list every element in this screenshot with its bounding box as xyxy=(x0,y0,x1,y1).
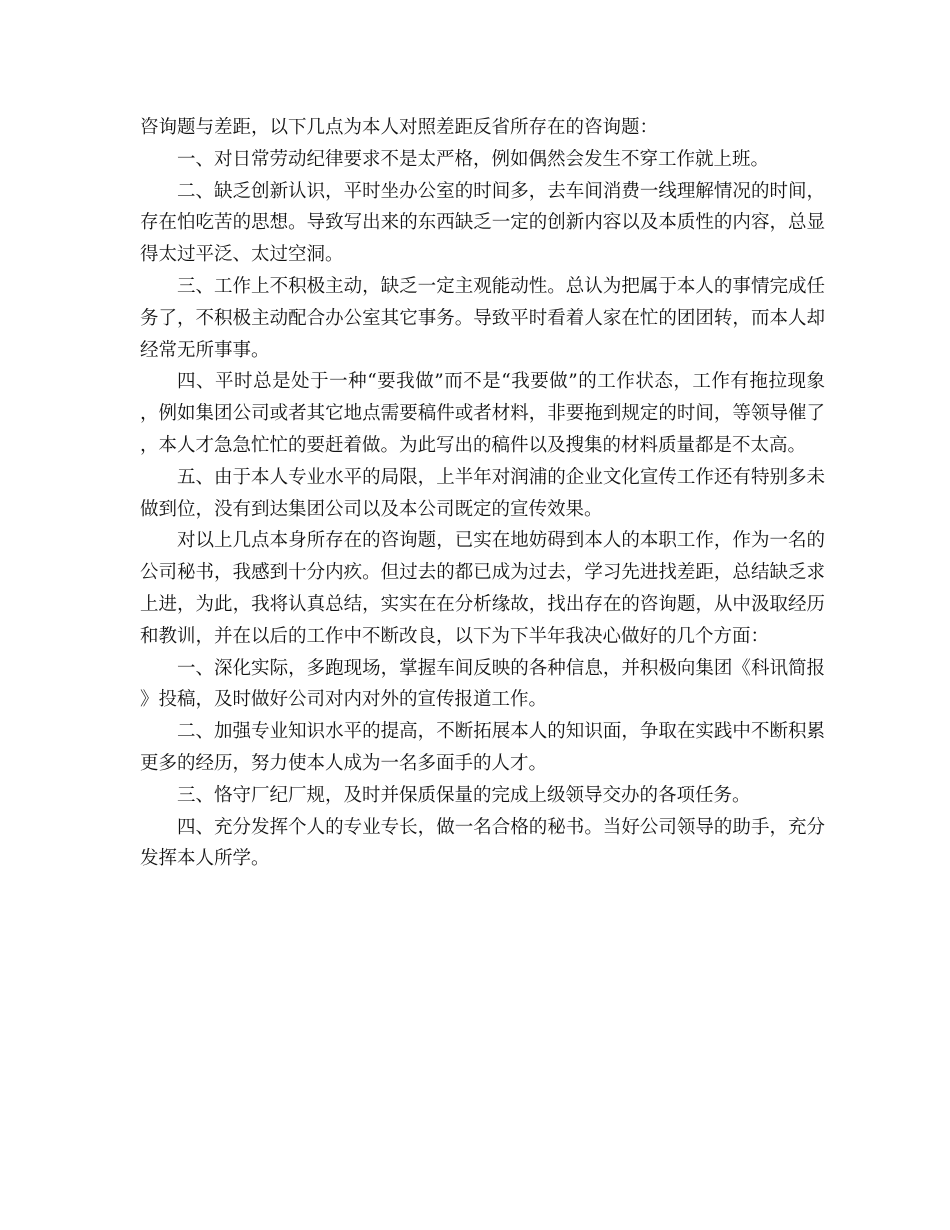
paragraph-plan-3: 三、恪守厂纪厂规，及时并保质保量的完成上级领导交办的各项任务。 xyxy=(177,784,751,806)
paragraph-problem-4: 四、平时总是处于一种“要我做”而不是“我要做”的工作状态，工作有拖拉现象，例如集团公司或者其它地点需要稿件或者材料，非要拖到规定的时间，等领导催了，本人才急急忙忙的要赶着做。为此写出的稿件以及搜集的材料质量都是不太高。 xyxy=(140,371,825,456)
paragraph-plan-4: 四、充分发挥个人的专业专长，做一名合格的秘书。当好公司领导的助手，充分发挥本人所学。 xyxy=(140,816,825,870)
paragraph-problem-3: 三、工作上不积极主动，缺乏一定主观能动性。总认为把属于本人的事情完成任务了，不积极主动配合办公室其它事务。导致平时看着人家在忙的团团转，而本人却经常无所事事。 xyxy=(140,275,825,361)
paragraph-problem-1: 一、对日常劳动纪律要求不是太严格，例如偶然会发生不穿工作就上班。 xyxy=(177,148,770,170)
document-body xyxy=(140,112,825,875)
paragraph-plan-2: 二、加强专业知识水平的提高，不断拓展本人的知识面，争取在实践中不断积累更多的经历，努力使本人成为一名多面手的人才。 xyxy=(140,721,825,774)
paragraph-problem-5: 五、由于本人专业水平的局限，上半年对润浦的企业文化宣传工作还有特别多未做到位，没有到达集团公司以及本公司既定的宣传效果。 xyxy=(140,466,825,520)
paragraph-plan-1: 一、深化实际，多跑现场，掌握车间反映的各种信息，并积极向集团《科讯简报》投稿，及时做好公司对内对外的宣传报道工作。 xyxy=(140,657,825,711)
paragraph-problem-2: 二、缺乏创新认识，平时坐办公室的时间多，去车间消费一线理解情况的时间，存在怕吃苦的思想。导致写出来的东西缺乏一定的创新内容以及本质性的内容，总显得太过平泛、太过空洞。 xyxy=(140,180,825,266)
paragraph-continuation: 咨询题与差距，以下几点为本人对照差距反省所存在的咨询题： xyxy=(140,117,659,138)
paragraph-reflection: 对以上几点本身所存在的咨询题，已实在地妨碍到本人的本职工作，作为一名的公司秘书，我感到十分内疚。但过去的都已成为过去，学习先进找差距，总结缺乏求上进，为此，我将认真总结，实实在在分析缘故，找出存在的咨询题，从中汲取经历和教训，并在以后的工作中不断改良，以下为下半年我决心做好的几个方面： xyxy=(140,530,825,647)
